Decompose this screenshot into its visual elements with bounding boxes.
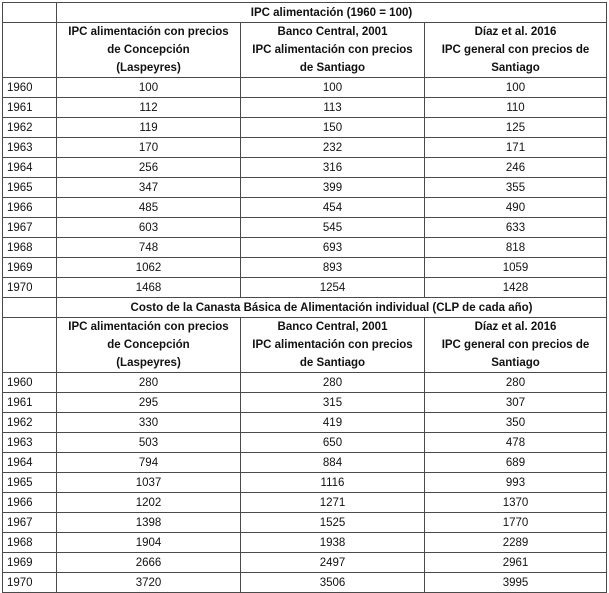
year-cell: 1966 xyxy=(3,198,57,218)
column-header-line: IPC alimentación con precios xyxy=(68,321,229,333)
table-row xyxy=(3,78,607,98)
blank-corner-cell xyxy=(3,3,57,23)
column-header-row xyxy=(3,23,607,78)
value-cell: 503 xyxy=(57,433,241,453)
year-cell: 1968 xyxy=(3,533,57,553)
blank-corner-cell xyxy=(3,298,57,318)
column-header xyxy=(57,23,241,78)
value-cell: 1398 xyxy=(57,513,241,533)
year-cell: 1965 xyxy=(3,178,57,198)
value-cell: 232 xyxy=(241,138,425,158)
value-cell: 119 xyxy=(57,118,241,138)
year-cell: 1967 xyxy=(3,218,57,238)
section-title-row xyxy=(3,298,607,318)
value-cell: 419 xyxy=(241,413,425,433)
table-row xyxy=(3,178,607,198)
column-header-line: Santiago xyxy=(491,357,540,369)
value-cell: 1904 xyxy=(57,533,241,553)
year-cell: 1965 xyxy=(3,473,57,493)
value-cell: 650 xyxy=(241,433,425,453)
value-cell: 315 xyxy=(241,393,425,413)
table-row xyxy=(3,393,607,413)
year-cell: 1961 xyxy=(3,393,57,413)
value-cell: 2961 xyxy=(425,553,607,573)
table-row xyxy=(3,473,607,493)
value-cell: 330 xyxy=(57,413,241,433)
column-header xyxy=(241,23,425,78)
year-cell: 1970 xyxy=(3,278,57,298)
ipc-table xyxy=(2,2,607,593)
table-row xyxy=(3,258,607,278)
year-cell: 1967 xyxy=(3,513,57,533)
value-cell: 100 xyxy=(425,78,607,98)
column-header xyxy=(57,318,241,373)
value-cell: 246 xyxy=(425,158,607,178)
table-row xyxy=(3,413,607,433)
value-cell: 100 xyxy=(57,78,241,98)
year-cell: 1962 xyxy=(3,413,57,433)
year-cell: 1960 xyxy=(3,78,57,98)
column-header-line: Banco Central, 2001 xyxy=(277,321,388,333)
column-header-line: IPC general con precios de xyxy=(441,44,590,56)
value-cell: 884 xyxy=(241,453,425,473)
year-cell: 1968 xyxy=(3,238,57,258)
value-cell: 355 xyxy=(425,178,607,198)
year-cell: 1960 xyxy=(3,373,57,393)
value-cell: 545 xyxy=(241,218,425,238)
section-title-row xyxy=(3,3,607,23)
column-header-line: Santiago xyxy=(491,62,540,74)
column-header-line: IPC alimentación con precios xyxy=(252,339,413,351)
value-cell: 1062 xyxy=(57,258,241,278)
value-cell: 316 xyxy=(241,158,425,178)
column-header-line: Díaz et al. 2016 xyxy=(474,321,557,333)
value-cell: 347 xyxy=(57,178,241,198)
column-header-line: de Concepción xyxy=(107,44,190,56)
section-title: IPC alimentación (1960 = 100) xyxy=(57,3,607,23)
column-header xyxy=(425,318,607,373)
year-cell: 1969 xyxy=(3,553,57,573)
value-cell: 1037 xyxy=(57,473,241,493)
value-cell: 280 xyxy=(425,373,607,393)
table-row xyxy=(3,553,607,573)
table-row xyxy=(3,98,607,118)
value-cell: 1254 xyxy=(241,278,425,298)
column-header xyxy=(425,23,607,78)
value-cell: 2666 xyxy=(57,553,241,573)
section-title: Costo de la Canasta Básica de Alimentación individual (CLP de cada año) xyxy=(57,298,607,318)
value-cell: 1271 xyxy=(241,493,425,513)
table-body xyxy=(3,3,607,593)
value-cell: 1428 xyxy=(425,278,607,298)
value-cell: 633 xyxy=(425,218,607,238)
value-cell: 295 xyxy=(57,393,241,413)
year-cell: 1970 xyxy=(3,573,57,593)
value-cell: 818 xyxy=(425,238,607,258)
column-header xyxy=(241,318,425,373)
year-cell: 1964 xyxy=(3,453,57,473)
value-cell: 490 xyxy=(425,198,607,218)
value-cell: 3720 xyxy=(57,573,241,593)
value-cell: 1938 xyxy=(241,533,425,553)
table-row xyxy=(3,238,607,258)
table-row xyxy=(3,453,607,473)
value-cell: 993 xyxy=(425,473,607,493)
column-header-line: (Laspeyres) xyxy=(116,357,181,369)
value-cell: 1468 xyxy=(57,278,241,298)
column-header-line: Díaz et al. 2016 xyxy=(474,26,557,38)
year-cell: 1962 xyxy=(3,118,57,138)
value-cell: 794 xyxy=(57,453,241,473)
table-row xyxy=(3,158,607,178)
value-cell: 125 xyxy=(425,118,607,138)
value-cell: 100 xyxy=(241,78,425,98)
year-cell: 1966 xyxy=(3,493,57,513)
column-header-line: IPC general con precios de xyxy=(441,339,590,351)
value-cell: 603 xyxy=(57,218,241,238)
value-cell: 1059 xyxy=(425,258,607,278)
value-cell: 2497 xyxy=(241,553,425,573)
value-cell: 3995 xyxy=(425,573,607,593)
value-cell: 1370 xyxy=(425,493,607,513)
table-row xyxy=(3,513,607,533)
value-cell: 280 xyxy=(57,373,241,393)
column-header-line: Banco Central, 2001 xyxy=(277,26,388,38)
table-row xyxy=(3,373,607,393)
table-row xyxy=(3,433,607,453)
year-cell: 1963 xyxy=(3,433,57,453)
blank-year-header-cell xyxy=(3,23,57,78)
value-cell: 3506 xyxy=(241,573,425,593)
value-cell: 1202 xyxy=(57,493,241,513)
value-cell: 110 xyxy=(425,98,607,118)
value-cell: 399 xyxy=(241,178,425,198)
value-cell: 170 xyxy=(57,138,241,158)
table-row xyxy=(3,573,607,593)
value-cell: 485 xyxy=(57,198,241,218)
table-row xyxy=(3,493,607,513)
table-row xyxy=(3,278,607,298)
value-cell: 256 xyxy=(57,158,241,178)
blank-year-header-cell xyxy=(3,318,57,373)
value-cell: 113 xyxy=(241,98,425,118)
table-row xyxy=(3,533,607,553)
value-cell: 689 xyxy=(425,453,607,473)
year-cell: 1961 xyxy=(3,98,57,118)
value-cell: 2289 xyxy=(425,533,607,553)
value-cell: 350 xyxy=(425,413,607,433)
value-cell: 454 xyxy=(241,198,425,218)
value-cell: 307 xyxy=(425,393,607,413)
value-cell: 1770 xyxy=(425,513,607,533)
table-row xyxy=(3,218,607,238)
column-header-line: de Concepción xyxy=(107,339,190,351)
value-cell: 893 xyxy=(241,258,425,278)
column-header-line: (Laspeyres) xyxy=(116,62,181,74)
table-row xyxy=(3,198,607,218)
value-cell: 171 xyxy=(425,138,607,158)
value-cell: 478 xyxy=(425,433,607,453)
year-cell: 1963 xyxy=(3,138,57,158)
column-header-row xyxy=(3,318,607,373)
column-header-line: de Santiago xyxy=(299,62,366,74)
year-cell: 1969 xyxy=(3,258,57,278)
value-cell: 150 xyxy=(241,118,425,138)
value-cell: 1525 xyxy=(241,513,425,533)
table-row xyxy=(3,118,607,138)
table-row xyxy=(3,138,607,158)
value-cell: 1116 xyxy=(241,473,425,493)
value-cell: 112 xyxy=(57,98,241,118)
year-cell: 1964 xyxy=(3,158,57,178)
value-cell: 280 xyxy=(241,373,425,393)
value-cell: 693 xyxy=(241,238,425,258)
column-header-line: de Santiago xyxy=(299,357,366,369)
column-header-line: IPC alimentación con precios xyxy=(68,26,229,38)
value-cell: 748 xyxy=(57,238,241,258)
column-header-line: IPC alimentación con precios xyxy=(252,44,413,56)
